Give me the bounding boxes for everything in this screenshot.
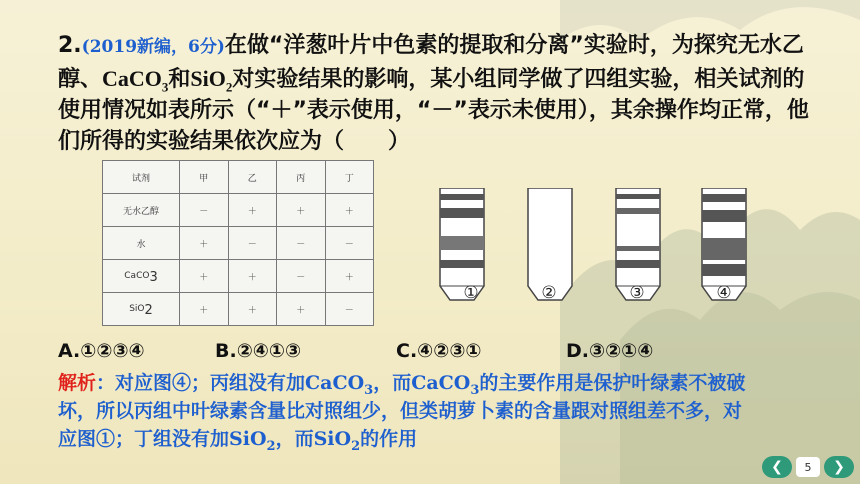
analysis-text: 解析：对应图④；丙组没有加CaCO$_3$，而CaCO$_3$的主要作用是保护叶绿素不被破坏，所以丙组中叶绿素含量比对照组少，但类胡萝卜素的含量跟对照组差不多，对应图①；丁组没有加SiO$_2$，而SiO$_2$的作用 [58,372,746,454]
next-slide-button[interactable]: ❯ [824,456,854,478]
option-a[interactable]: A.①②③④ [58,340,145,362]
row-label: 无水乙醇 [103,194,180,227]
row-label: 水 [103,227,180,260]
chem-caco3: CaCO$_3$ [102,66,169,95]
question-text-part-a: 在做“洋葱叶片中色素的提取和分离”实验时，为探究无水乙醇、 [58,33,804,92]
strip-label: ③ [629,283,645,303]
question-text-part-b: 对实验结果的影响，某小组同学做了四组实验，相关试剂的使用情况如表所示（“＋”表示使用，“－”表示未使用），其余操作均正常，他们所得的实验结果依次应为（ ） [58,67,809,154]
option-d[interactable]: D.③②①④ [566,340,654,362]
table-cell: － [325,227,374,260]
header-cell: 乙 [228,161,277,194]
table-cell: ＋ [228,194,277,227]
option-c[interactable]: C.④②③① [396,340,482,362]
table-cell: － [228,227,277,260]
table-row [103,293,374,326]
slide-navigation [762,456,854,478]
table-cell: － [277,260,326,293]
header-cell: 丁 [325,161,374,194]
header-cell: 丙 [277,161,326,194]
strip-label: ② [541,283,557,303]
question-number: 2. [58,33,82,58]
option-b[interactable]: B.②④①③ [215,340,302,362]
table-row [103,227,374,260]
question-text: 2.(2019新编，6分)在做“洋葱叶片中色素的提取和分离”实验时，为探究无水乙醇、CaCO$_3$和SiO$_2$对实验结果的影响，某小组同学做了四组实验，相关试剂的使用情况如表所示（“＋”表示使用，“－”表示未使用），其余操作均正常，他们所得的实验结果依次应为（ ） [58,33,809,154]
table-cell: ＋ [277,293,326,326]
question-source: (2019新编，6分) [81,37,225,57]
table-row [103,194,374,227]
table-cell: ＋ [228,293,277,326]
table-cell: － [325,293,374,326]
header-cell: 试剂 [103,161,180,194]
table-cell: ＋ [325,194,374,227]
strip-label: ① [463,283,479,303]
table-header-row [103,161,374,194]
prev-slide-button[interactable]: ❮ [762,456,792,478]
table-cell: － [180,194,229,227]
strip-label: ④ [716,283,732,303]
table-cell: ＋ [228,260,277,293]
table-cell: ＋ [180,293,229,326]
table-cell: ＋ [325,260,374,293]
table-row [103,260,374,293]
chem-sio2: SiO$_2$ [190,66,233,95]
page-number: 5 [796,457,820,477]
table-cell: ＋ [180,227,229,260]
table-cell: ＋ [180,260,229,293]
analysis-tag: 解析 [58,372,97,394]
table-cell: ＋ [277,194,326,227]
row-label: SiO$_2$ [103,293,180,326]
header-cell: 甲 [180,161,229,194]
reagent-table [102,160,374,326]
table-cell: － [277,227,326,260]
row-label: CaCO$_3$ [103,260,180,293]
